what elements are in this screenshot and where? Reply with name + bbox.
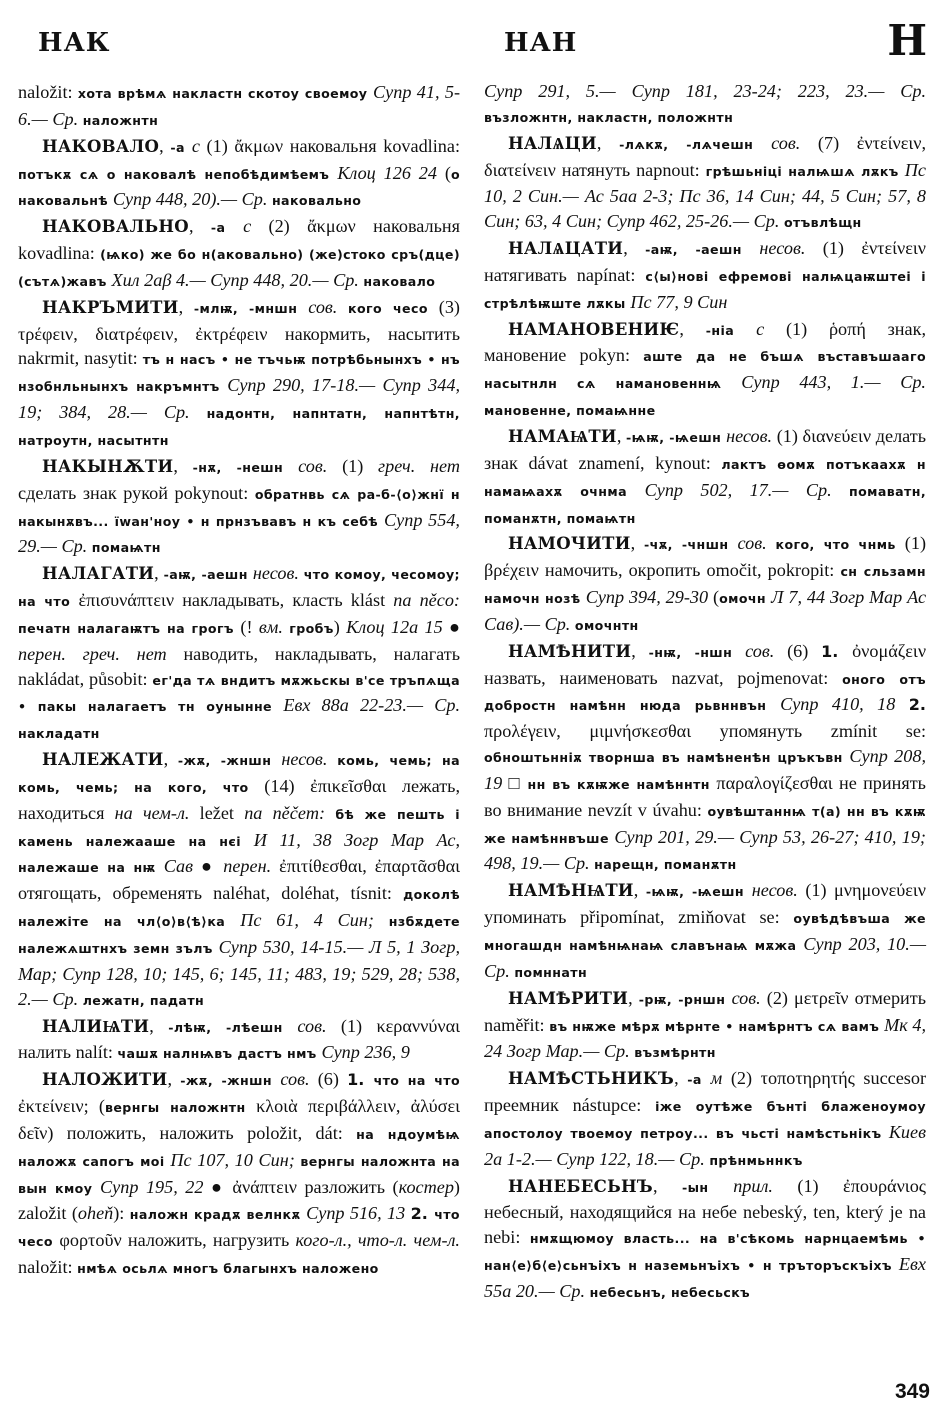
gloss-text: , xyxy=(628,987,639,1008)
italic-reference: Супр 41, 5-6.— Ср. xyxy=(18,82,461,129)
slavonic-text: ег'да тѧ вндитъ мѫжьскы в'се тръпѧща • пакы налагаетъ тн оунынне xyxy=(18,672,460,715)
italic-reference: сов. xyxy=(737,533,776,554)
gloss-text: ( xyxy=(444,162,451,183)
slavonic-text: что комоу, чесомоу; на что xyxy=(18,567,460,610)
right-guide-word: НАН xyxy=(504,28,578,58)
italic-reference: Супр 290, 17-18.— Супр 344, 19; 384, 28.— Ср. xyxy=(18,375,460,423)
slavonic-text: сн сльзамн намочн нозѣ xyxy=(484,564,926,607)
dictionary-entry xyxy=(484,531,926,638)
slavonic-text: аште да не бъшѧ въставъшааго насытнлн сѧ намановеннѩ xyxy=(484,349,926,392)
sense-number: 1. xyxy=(347,1070,374,1090)
slavonic-text: -нѫ, -нешн xyxy=(192,459,299,475)
italic-reference: Клоц 12а 15 xyxy=(346,616,450,637)
gloss-text: ● xyxy=(200,856,224,877)
sense-number: 2. xyxy=(908,695,926,715)
slavonic-text: что на что xyxy=(373,1073,460,1089)
italic-reference: Супр 530, 14-15.— Л 5, 1 Зогр, Мар; Супр 128, 10; 145, 6; 145, 11; 483, 19; 529, 28; 538, 2.— Ср. xyxy=(18,937,461,1009)
gloss-text: , xyxy=(178,296,194,317)
gloss-text: наводить, накладывать, налагать nakládat, působit: xyxy=(18,643,460,689)
slavonic-text: -млѭ, -мншн xyxy=(193,300,309,316)
slavonic-text: обратнвь сѧ ра-б-⟨о⟩жнї н накынѫвъ... їwан'ноу • н прнзъвавъ н къ себѣ xyxy=(18,486,460,529)
italic-reference: перен. греч. нет xyxy=(18,643,184,664)
slavonic-text: -а xyxy=(210,220,244,236)
slavonic-text: мановенне, помаѩнне xyxy=(484,403,656,419)
gloss-text: (6) xyxy=(787,640,822,661)
slavonic-text: -а xyxy=(170,139,192,155)
slavonic-text: печатн налагаѭтъ на грогъ xyxy=(18,620,241,636)
italic-reference: Супр 201, 29.— Супр 53, 26-27; 410, 19; 498, 19.— Ср. xyxy=(484,826,926,874)
entry-continuation xyxy=(18,80,460,134)
slavonic-text: омочн xyxy=(719,591,772,607)
slavonic-text: помннатн xyxy=(514,964,588,980)
gloss-text: ● xyxy=(449,616,461,637)
slavonic-text: нмѣѧ осьлѧ многъ благынхъ наложено xyxy=(77,1261,379,1277)
italic-reference: Супр 291, 5.— Супр 181, 23-24; 223, 23.— Ср. xyxy=(484,81,926,101)
headword: НАКОВАЛО xyxy=(42,136,160,156)
gloss-text: (2) τοποτηρητής succesor преемник nástupce: xyxy=(484,1068,927,1116)
slavonic-text: прѣнмьннкъ xyxy=(709,1152,803,1168)
slavonic-text: -рѭ, -рншн xyxy=(638,991,732,1007)
headword: НАКРЪМИТИ xyxy=(42,297,179,317)
italic-reference: Евх 55а 20.— Ср. xyxy=(484,1254,926,1301)
dictionary-entry xyxy=(484,639,926,879)
dictionary-entry xyxy=(484,986,926,1067)
sense-number: 2. xyxy=(410,1204,435,1224)
headword: НАЛѦЦИ xyxy=(508,133,597,153)
dictionary-entry xyxy=(484,317,926,424)
gloss-text: , xyxy=(623,238,646,259)
italic-reference: Супр 236, 9 xyxy=(321,1042,410,1063)
slavonic-text: -жѫ, -жншн xyxy=(177,753,282,769)
dictionary-entry xyxy=(484,131,926,236)
italic-reference: несов. xyxy=(252,563,304,584)
gloss-text: , xyxy=(633,880,646,901)
gloss-text: ) založit ( xyxy=(18,1176,460,1224)
gloss-text: (1) μνημονεύειν упоминать připomínat, zmiňovat se: xyxy=(484,880,927,928)
slavonic-text: кого чесо xyxy=(348,300,439,316)
slavonic-text: обноштьнніѫ творнша въ намѣненѣн цръкъвн xyxy=(484,750,850,766)
slavonic-text: надонтн, напнтатн, напнтѣтн, натроутн, насытнтн xyxy=(18,406,460,448)
dictionary-entry xyxy=(18,1014,460,1068)
dictionary-entry xyxy=(484,1174,926,1306)
gloss-text: , xyxy=(674,1068,688,1089)
gloss-text: παραλογίζεσθαι не принять во внимание nevzít v úvahu: xyxy=(484,772,926,820)
dictionary-entry xyxy=(18,454,460,561)
headword: НАНЕБЕСЬНЪ xyxy=(508,1176,653,1196)
italic-reference: перен. xyxy=(223,856,280,877)
italic-reference: Пс 77, 9 Син xyxy=(630,291,728,312)
slavonic-text: о наковальнѣ xyxy=(18,166,461,209)
slavonic-text: -ѩѭ, -ѩешн xyxy=(626,429,727,445)
slavonic-text: помаватн, поманѫтн, помаѩтн xyxy=(484,483,926,526)
slavonic-text: вернгы наложнта на вын кмоу xyxy=(18,1153,460,1196)
gloss-text: , xyxy=(167,1069,181,1090)
headword: НАМѢНИТИ xyxy=(508,641,632,661)
italic-reference: несов. xyxy=(726,425,777,446)
slavonic-text: нмѫщюмоу власть... на в'сѣкомь нарнцаемѣмь • нан⟨е⟩б⟨е⟩сьнъіхъ н наземьнъіхъ • н тръторъскъіхъ xyxy=(484,1231,926,1274)
italic-reference: прил. xyxy=(733,1175,798,1196)
italic-reference: сов. xyxy=(297,1015,341,1036)
headword: НАКОВАЛЬНО xyxy=(42,217,189,237)
gloss-text: (6) xyxy=(317,1069,348,1090)
gloss-text: , xyxy=(163,749,178,770)
italic-reference: Сав xyxy=(163,856,201,877)
gloss-text: ἐπιτίθεσθαι, ἐπαρτᾶσθαι отягощать, обременять naléhat, doléhat, tísnit: xyxy=(18,856,460,904)
italic-reference: Супр 195, 22 xyxy=(100,1176,211,1197)
slavonic-text: іже оутѣже бънті блаженоумоу апостолоу твоемоу петроу... въ чьсті намѣстьнікъ xyxy=(484,1099,926,1141)
dictionary-entry xyxy=(484,1066,926,1173)
slavonic-text: наковально xyxy=(271,193,362,209)
gloss-text: ● ἀνάπτειν разложить ( xyxy=(210,1176,399,1197)
gloss-text: προλέγειν, μιμνήσκεσθαι упомянуть zmínit se: xyxy=(484,721,926,742)
dictionary-entry xyxy=(18,1067,460,1282)
headword: НАМОЧИТИ xyxy=(508,534,631,554)
gloss-text: , xyxy=(455,829,461,850)
slavonic-text: комь, чемь; на комь, чемь; на кого, что xyxy=(18,753,461,795)
gloss-text: ἐπισυνάπτειν накладывать, класть klást xyxy=(78,590,394,611)
slavonic-text: чашѫ налнѩвъ дастъ нмъ xyxy=(117,1046,322,1062)
italic-reference: Пс 61, 4 Син; xyxy=(240,910,389,931)
gloss-text: κλοιὰ περιβάλλειν, ἀλύσει δεῖν) положить, наложить položit, dát: xyxy=(18,1096,460,1143)
italic-reference: Клоц 126 24 xyxy=(337,162,445,183)
slavonic-text: наложн крадѫ велнкѫ xyxy=(129,1207,307,1223)
gloss-text: (1) βρέχειν намочить, окропить omočit, pokropit: xyxy=(484,533,927,581)
gloss-text: ( xyxy=(713,587,720,608)
slavonic-text: наложнтн xyxy=(82,112,159,128)
slavonic-text: нн въ кѫѭже намѣннтн xyxy=(527,776,717,792)
italic-reference: Киев 2а 1-2.— Супр 122, 18.— Ср. xyxy=(484,1121,926,1169)
slavonic-text: бѣ же пешть і камень належааше на нєі xyxy=(18,806,460,849)
italic-reference: сов. xyxy=(771,132,818,153)
gloss-text: naložit: xyxy=(18,1257,78,1278)
italic-reference: сов. xyxy=(745,640,788,661)
slavonic-text: отъвлѣщн xyxy=(783,215,862,231)
italic-reference: Евх 88а 22-23.— Ср. xyxy=(283,695,460,716)
slavonic-text: възложнтн, накластн, положнтн xyxy=(484,109,734,125)
italic-reference: сов. xyxy=(731,987,767,1008)
gloss-text: (7) ἐντείνειν, διατείνειν натянуть napnout: xyxy=(484,132,926,180)
italic-reference: с xyxy=(243,216,269,237)
gloss-text: □ xyxy=(508,772,528,793)
page-number: 349 xyxy=(894,1380,930,1403)
slavonic-text: оного отъ добростн намѣнн нюда рьвннвън xyxy=(484,671,927,714)
gloss-text: , xyxy=(596,132,620,153)
dictionary-entry xyxy=(18,561,460,747)
gloss-text: , xyxy=(653,1175,682,1196)
slavonic-text: належаше на нѭ xyxy=(18,860,164,876)
slavonic-text: -ніа xyxy=(705,322,757,338)
gloss-text: ὀνομάζειν назвать, наименовать nazvat, pojmenovat: xyxy=(484,640,927,688)
slavonic-text: -лѣѭ, -лѣешн xyxy=(168,1019,298,1035)
left-guide-word: НАК xyxy=(38,28,111,58)
italic-reference: Супр 448, 20).— Ср. xyxy=(112,189,272,210)
gloss-text: , xyxy=(154,563,164,584)
italic-reference: сов. xyxy=(308,296,349,317)
italic-reference: Мк 4, 24 Зогр Мар.— Ср. xyxy=(484,1014,927,1062)
slavonic-text: гробъ xyxy=(289,620,334,636)
gloss-text: (1) ἐντείνειν натягивать napínat: xyxy=(484,238,926,285)
gloss-text: сделать знак рукой pokynout: xyxy=(18,482,255,503)
slavonic-text: накладатн xyxy=(18,726,100,742)
italic-reference: костер xyxy=(398,1176,454,1197)
slavonic-text: -жѫ, -жншн xyxy=(180,1073,281,1089)
gloss-text: φορτοῦν наложить, нагрузить xyxy=(59,1230,296,1251)
italic-reference: с xyxy=(756,318,786,339)
italic-reference: несов. xyxy=(759,238,823,259)
italic-reference: греч. нет xyxy=(378,455,460,476)
gloss-text: (1) κεραννύναι налить nalít: xyxy=(18,1015,460,1063)
slavonic-text: възмѣрнтн xyxy=(634,1045,716,1061)
slavonic-text: (ѩко) же бо н(аковально) (же)стоко сръ(дце) (сътѧ)жавъ xyxy=(18,247,461,289)
gloss-text: naložit: xyxy=(18,82,78,102)
gloss-text: , xyxy=(159,135,171,156)
slavonic-text: грѣшьніці налѩшѧ лѫкъ xyxy=(705,163,905,179)
gloss-text: , xyxy=(173,455,193,476)
headword: НАМАѨТИ xyxy=(508,426,617,446)
italic-reference: Хил 2аβ 4.— Супр 448, 20.— Ср. xyxy=(111,269,364,290)
slavonic-text: -чѫ, -чншн xyxy=(643,537,738,553)
gloss-text: , xyxy=(188,216,211,237)
italic-reference: Супр 394, 29-30 xyxy=(585,587,714,608)
italic-reference: сов. xyxy=(298,455,343,476)
italic-reference: Супр 203, 10.— Ср. xyxy=(484,934,926,981)
dictionary-entry xyxy=(484,236,926,317)
slavonic-text: вернгы наложнтн xyxy=(105,1100,257,1116)
dictionary-entry xyxy=(18,214,460,295)
italic-reference: Супр 516, 13 xyxy=(306,1203,411,1224)
italic-reference: с xyxy=(191,135,207,156)
italic-reference: Супр 443, 1.— Ср. xyxy=(741,372,926,393)
dictionary-entry xyxy=(18,134,460,215)
dictionary-entry xyxy=(484,424,926,531)
headword: НАМАНОВЕНИѤ xyxy=(508,319,680,339)
entry-continuation xyxy=(484,79,926,131)
slavonic-text: -аѭ, -аешн xyxy=(645,242,760,258)
italic-reference: И 11, 38 Зогр Мар Ас xyxy=(253,829,456,850)
slavonic-text: тъ н насъ • не тъчьѭ потрѣбьнынхъ • нъ нзобнльнынхъ накръмнтъ xyxy=(18,352,460,395)
gloss-text: ležet xyxy=(199,802,245,823)
slavonic-text: лактъ ѳомѫ потъкаахѫ н намаѩахѫ очнма xyxy=(484,456,926,499)
slavonic-text: омочнтн xyxy=(574,617,639,633)
gloss-text: , xyxy=(631,640,649,661)
slavonic-text: оувѣдѣвъша же многашдн намѣнѩнаѩ славънаѩ мѫжа xyxy=(484,911,926,953)
slavonic-text: нзбѫдете належѧштнхъ земн зълъ xyxy=(18,914,460,956)
italic-reference: на чем-л. xyxy=(114,802,200,823)
left-column xyxy=(18,80,460,1282)
slavonic-text: что чесо xyxy=(18,1207,460,1250)
italic-reference: сов. xyxy=(280,1069,318,1090)
gloss-text: (1) ἐπουράνιος небесный, находящийся на небе nebeský, ten, který je na nebi: xyxy=(484,1175,926,1248)
gloss-text: , xyxy=(679,318,706,339)
dictionary-entry xyxy=(18,747,460,1013)
headword: НАЛЕЖАТИ xyxy=(42,750,164,770)
slavonic-text: оувѣштаннѩ т(а) нн въ кѫѭ же намѣннвъше xyxy=(484,803,927,846)
right-column xyxy=(484,79,926,1306)
headword: НАМѢНѨТИ xyxy=(508,881,634,901)
italic-reference: Л 7, 44 Зогр Мар Ас Сав).— Ср. xyxy=(484,587,927,634)
italic-reference: Пс 107, 10 Син; xyxy=(170,1149,301,1170)
slavonic-text: нарещн, поманѫтн xyxy=(594,857,737,873)
gloss-text: ἐκτείνειν; ( xyxy=(18,1096,105,1117)
gloss-text: , xyxy=(616,425,626,446)
headword: НАЛАГАТИ xyxy=(42,564,155,584)
gloss-text: , xyxy=(630,533,644,554)
headword: НАМѢСТЬНИКЪ xyxy=(508,1069,675,1089)
gloss-text: ) xyxy=(333,616,347,637)
gloss-text: , xyxy=(149,1015,169,1036)
slavonic-text: кого, что чнмь xyxy=(775,537,905,553)
italic-reference: Супр 554, 29.— Ср. xyxy=(18,509,460,557)
slavonic-text: доколѣ належіте на чл⟨о⟩в⟨ѣ⟩ка xyxy=(18,887,460,930)
slavonic-text: небесьнъ, небесьскъ xyxy=(589,1284,751,1300)
slavonic-text: хота врѣмѧ накластн скотоу своемоу xyxy=(77,86,374,101)
italic-reference: м xyxy=(710,1068,731,1089)
slavonic-text: въ нѭже мѣрѫ мѣрнте • намѣрнтъ сѧ вамъ xyxy=(549,1018,885,1034)
headword: НАЛОЖИТИ xyxy=(42,1070,168,1090)
gloss-text: (14) ἐπικεῖσθαι лежать, находиться xyxy=(18,775,460,823)
gloss-text: (1) ῥοπή знак, мановение pokyn: xyxy=(484,318,926,366)
italic-reference: oheň xyxy=(77,1203,114,1224)
slavonic-text: с⟨ы⟩нові ефремові налѩцаѭштеі і стрѣлѣѭште лѫкы xyxy=(484,268,926,311)
dictionary-entry xyxy=(484,878,926,985)
gloss-text: (1) διανεύειν делать знак dávat znamení, kynout: xyxy=(484,425,926,473)
headword: НАЛѦЦАТИ xyxy=(508,239,624,259)
slavonic-text: -ын xyxy=(682,1179,734,1195)
italic-reference: кого-л., что-л. чем-л. xyxy=(295,1230,460,1251)
slavonic-text: -ѩѭ, -ѩешн xyxy=(645,884,752,900)
italic-reference: несов. xyxy=(751,880,806,901)
slavonic-text: потъкѫ сѧ о наковалѣ непобѣдимѣемъ xyxy=(18,166,338,182)
italic-reference: na něčem: xyxy=(244,802,336,823)
italic-reference: na něco: xyxy=(393,590,460,611)
italic-reference: несов. xyxy=(281,749,338,770)
gloss-text: (1) xyxy=(342,455,379,476)
gloss-text: (2) μετρεῖν отмерить naměřit: xyxy=(484,987,927,1035)
gloss-text: (1) ἄκμων наковальня kovadlina: xyxy=(206,135,461,156)
sense-number: 1. xyxy=(821,641,853,661)
italic-reference: вм. xyxy=(258,616,290,637)
slavonic-text: -лѧкѫ, -лѧчешн xyxy=(619,136,772,152)
headword: НАЛИѨТИ xyxy=(42,1016,150,1036)
slavonic-text: на ндоумѣѩ наложѫ сапогъ моі xyxy=(18,1126,460,1169)
gloss-text: (3) τρέφειν, διατρέφειν, ἐκτρέφειν накормить, насытить nakrmit, nasytit: xyxy=(18,296,460,369)
slavonic-text: наковало xyxy=(363,273,436,289)
italic-reference: Супр 208, 19 xyxy=(484,746,926,793)
slavonic-text: -аѭ, -аешн xyxy=(163,567,253,583)
gloss-text: ): xyxy=(113,1203,130,1224)
italic-reference: Супр 410, 18 xyxy=(780,694,909,715)
slavonic-text: помаѩтн xyxy=(91,540,161,556)
italic-reference: Пс 10, 2 Син.— Ас 5аа 2-3; Пс 36, 14 Син; 44, 5 Син; 57, 8 Син; 63, 4 Син; Супр 462, 25-26.— Ср. xyxy=(484,159,926,232)
gloss-text: (2) ἄκμων наковальня kovadlina: xyxy=(18,216,461,264)
dictionary-entry xyxy=(18,295,460,454)
headword: НАМѢРИТИ xyxy=(508,988,629,1008)
slavonic-text: -а xyxy=(687,1072,711,1088)
slavonic-text: -нѭ, -ншн xyxy=(648,644,746,660)
section-letter: Н xyxy=(887,16,928,65)
italic-reference: Супр 502, 17.— Ср. xyxy=(644,479,849,500)
gloss-text: (! xyxy=(240,616,259,637)
headword: НАКЫНѪТИ xyxy=(42,456,174,476)
slavonic-text: лежатн, падатн xyxy=(82,992,205,1008)
